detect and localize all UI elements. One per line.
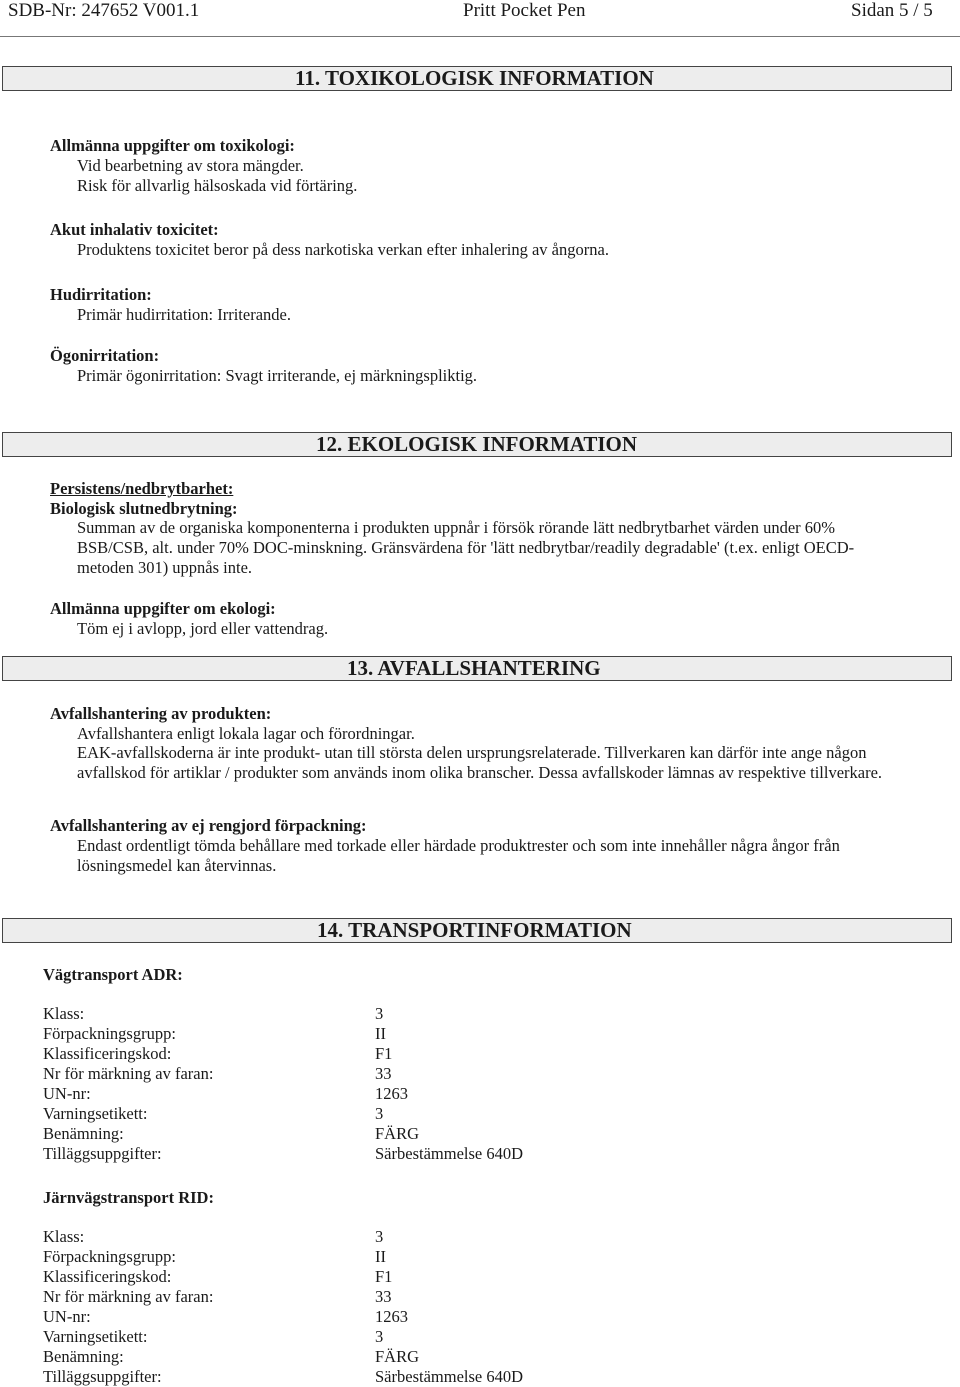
tox-general-label: Allmänna uppgifter om toxikologi: — [50, 136, 295, 155]
tox-general-line-2: Risk för allvarlig hälsoskada vid förtäring. — [77, 176, 358, 195]
product-name: Pritt Pocket Pen — [463, 0, 586, 21]
transport-row-key: Tilläggsuppgifter: — [43, 1144, 162, 1163]
product-disposal-line-1: Avfallshantera enligt lokala lagar och förordningar. — [77, 724, 415, 743]
transport-row-value: 3 — [375, 1104, 384, 1123]
transport-row-value: 33 — [375, 1287, 392, 1306]
product-disposal-label: Avfallshantering av produkten: — [50, 704, 272, 723]
packaging-disposal-line-2: lösningsmedel kan återvinnas. — [77, 856, 277, 875]
transport-row-key: Benämning: — [43, 1347, 124, 1366]
road-transport-label: Vägtransport ADR: — [43, 965, 183, 984]
transport-row-value: F1 — [375, 1044, 393, 1063]
section-11-title: 11. TOXIKOLOGISK INFORMATION — [295, 66, 654, 90]
biodegradation-line-2: BSB/CSB, alt. under 70% DOC-minskning. Gränsvärdena för 'lätt nedbrytbar/readily degradable' (t.ex. enligt OECD- — [77, 538, 855, 557]
transport-row-key: Tilläggsuppgifter: — [43, 1367, 162, 1386]
product-disposal-line-2: EAK-avfallskoderna är inte produkt- utan till största delen ursprungsrelaterade. Tillverkaren kan därför inte ange någon — [77, 743, 867, 762]
transport-row-key: UN-nr: — [43, 1084, 91, 1103]
transport-row-value: 33 — [375, 1064, 392, 1083]
transport-row-key: Klassificeringskod: — [43, 1044, 172, 1063]
transport-row-key: Förpackningsgrupp: — [43, 1024, 176, 1043]
transport-row-value: 3 — [375, 1327, 384, 1346]
document-number: SDB-Nr: 247652 V001.1 — [8, 0, 200, 21]
product-disposal-line-3: avfallskod för artiklar / produkter som används inom olika branscher. Dessa avfallskoder lämnas av respektive tillverkare. — [77, 763, 883, 782]
transport-row-key: Varningsetikett: — [43, 1327, 148, 1346]
transport-row-key: Nr för märkning av faran: — [43, 1287, 214, 1306]
transport-row-key: Klass: — [43, 1227, 85, 1246]
skin-irritation-text: Primär hudirritation: Irriterande. — [77, 305, 291, 324]
acute-inhalation-label: Akut inhalativ toxicitet: — [50, 220, 219, 239]
biodegradation-line-1: Summan av de organiska komponenterna i produkten uppnår i försök rörande lätt nedbrytbarhet värden under 60% — [77, 518, 836, 537]
transport-row-value: Särbestämmelse 640D — [375, 1144, 524, 1163]
transport-row-value: Särbestämmelse 640D — [375, 1367, 524, 1386]
transport-row-value: FÄRG — [375, 1124, 420, 1143]
transport-row-key: Klass: — [43, 1004, 85, 1023]
section-12-title: 12. EKOLOGISK INFORMATION — [316, 432, 638, 456]
section-13-title: 13. AVFALLSHANTERING — [347, 656, 601, 680]
transport-row-value: F1 — [375, 1267, 393, 1286]
eye-irritation-text: Primär ögonirritation: Svagt irriterande, ej märkningspliktig. — [77, 366, 478, 385]
packaging-disposal-label: Avfallshantering av ej rengjord förpackning: — [50, 816, 367, 835]
transport-row-key: Förpackningsgrupp: — [43, 1247, 176, 1266]
transport-row-key: Varningsetikett: — [43, 1104, 148, 1123]
ecology-general-text: Töm ej i avlopp, jord eller vattendrag. — [77, 619, 329, 638]
persistence-label: Persistens/nedbrytbarhet: — [50, 479, 234, 498]
transport-row-value: 3 — [375, 1004, 384, 1023]
ecology-general-label: Allmänna uppgifter om ekologi: — [50, 599, 276, 618]
eye-irritation-label: Ögonirritation: — [50, 346, 160, 365]
biodegradation-line-3: metoden 301) uppnås inte. — [77, 558, 253, 577]
section-14-title: 14. TRANSPORTINFORMATION — [317, 918, 632, 942]
transport-row-key: Klassificeringskod: — [43, 1267, 172, 1286]
transport-row-value: 1263 — [375, 1307, 408, 1326]
page-number: Sidan 5 / 5 — [851, 0, 933, 21]
transport-row-value: II — [375, 1247, 386, 1266]
transport-row-key: Nr för märkning av faran: — [43, 1064, 214, 1083]
skin-irritation-label: Hudirritation: — [50, 285, 152, 304]
transport-row-key: UN-nr: — [43, 1307, 91, 1326]
transport-row-key: Benämning: — [43, 1124, 124, 1143]
acute-inhalation-text: Produktens toxicitet beror på dess narkotiska verkan efter inhalering av ångorna. — [77, 240, 609, 259]
biodegradation-label: Biologisk slutnedbrytning: — [50, 499, 238, 518]
transport-row-value: II — [375, 1024, 386, 1043]
transport-row-value: 3 — [375, 1227, 384, 1246]
transport-row-value: 1263 — [375, 1084, 408, 1103]
tox-general-line-1: Vid bearbetning av stora mängder. — [77, 156, 304, 175]
header-rule — [0, 36, 960, 37]
packaging-disposal-line-1: Endast ordentligt tömda behållare med torkade eller härdade produktrester och som inte innehåller några ångor från — [77, 836, 840, 855]
transport-row-value: FÄRG — [375, 1347, 420, 1366]
rail-transport-label: Järnvägstransport RID: — [43, 1188, 214, 1207]
